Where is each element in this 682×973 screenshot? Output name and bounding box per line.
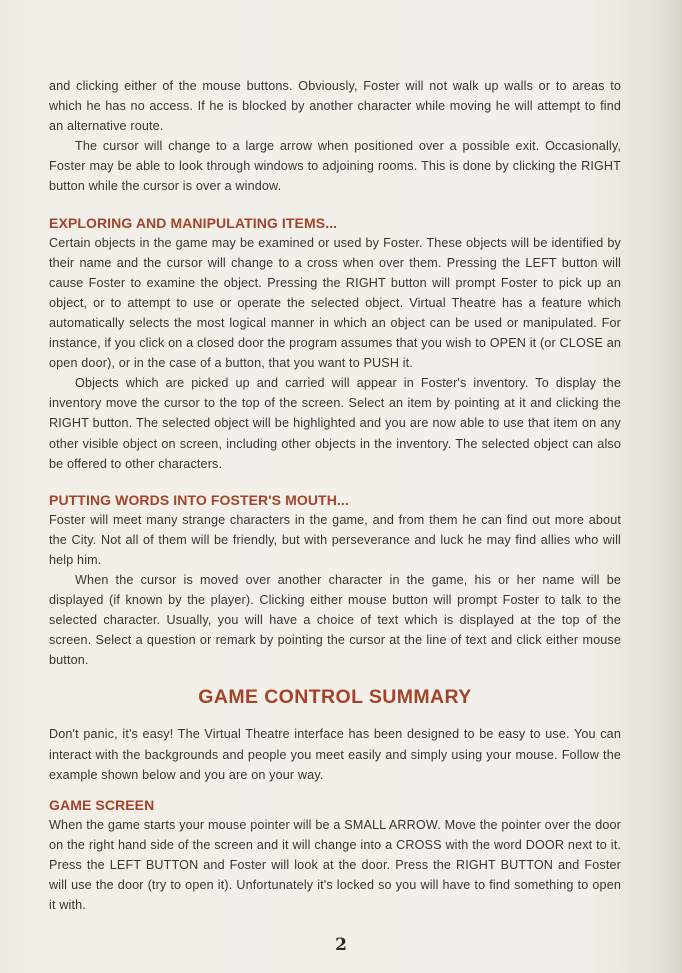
main-heading-summary: GAME CONTROL SUMMARY <box>198 686 472 709</box>
intro-paragraph-2: The cursor will change to a large arrow when positioned over a possible exit. Occasionally, Foster may be able to look through windows to adjoining rooms. This is done by clicking the RIGHT button while the cursor is over a window. <box>49 139 621 194</box>
exploring-paragraph-2: Objects which are picked up and carried will appear in Foster's inventory. To display the inventory move the cursor to the top of the screen. Select an item by pointing at it and clicking the RIGHT button. The selected object will be highlighted and you are now able to use that item on any other visible object on screen, including other objects in the inventory. The selected object can also be offered to other characters. <box>49 376 621 471</box>
section-heading-words: PUTTING WORDS INTO FOSTER'S MOUTH... <box>49 491 349 508</box>
summary-paragraph: Don't panic, it's easy! The Virtual Theatre interface has been designed to be easy to use. You can interact with the backgrounds and people you meet easily and simply using your mouse. Follow the example shown below and you are on your way. <box>49 727 621 782</box>
page-content <box>49 76 621 915</box>
intro-paragraph-1: and clicking either of the mouse buttons. Obviously, Foster will not walk up walls or to areas to which he has no access. If he is blocked by another character while moving he will attempt to find an alternative route. <box>49 79 621 134</box>
page-number: 2 <box>335 935 347 955</box>
section-heading-exploring: EXPLORING AND MANIPULATING ITEMS... <box>49 214 338 231</box>
words-paragraph-2: When the cursor is moved over another character in the game, his or her name will be displayed (if known by the player). Clicking either mouse button will prompt Foster to talk to the selected character. Usually, you will have a choice of text which is displayed at the top of the screen. Select a question or remark by pointing the cursor at the line of text and click either mouse button. <box>49 572 621 668</box>
words-paragraph-1: Foster will meet many strange characters in the game, and from them he can find out more about the City. Not all of them will be friendly, but with perseverance and luck he may find allies who will help him. <box>49 512 621 567</box>
exploring-paragraph-1: Certain objects in the game may be examined or used by Foster. These objects will be identified by their name and the cursor will change to a cross when over them. Pressing the LEFT button will cause Foster to examine the object. Pressing the RIGHT button will prompt Foster to pick up an object, or to attempt to use or operate the selected object. Virtual Theatre has a feature which automatically selects the most logical manner in which an object can be used or manipulated. For instance, if you click on a closed door the program assumes that you wish to OPEN it (or CLOSE an open door), or in the case of a button, that you want to PUSH it. <box>49 235 621 371</box>
section-heading-game-screen: GAME SCREEN <box>49 796 155 813</box>
game-screen-paragraph: When the game starts your mouse pointer will be a SMALL ARROW. Move the pointer over the door on the right hand side of the screen and it will change into a CROSS with the word DOOR next to it. Press the LEFT BUTTON and Foster will look at the door. Press the RIGHT BUTTON and Foster will use the door (try to open it). Unfortunately it's locked so you will have to find something to open it with. <box>49 817 621 913</box>
